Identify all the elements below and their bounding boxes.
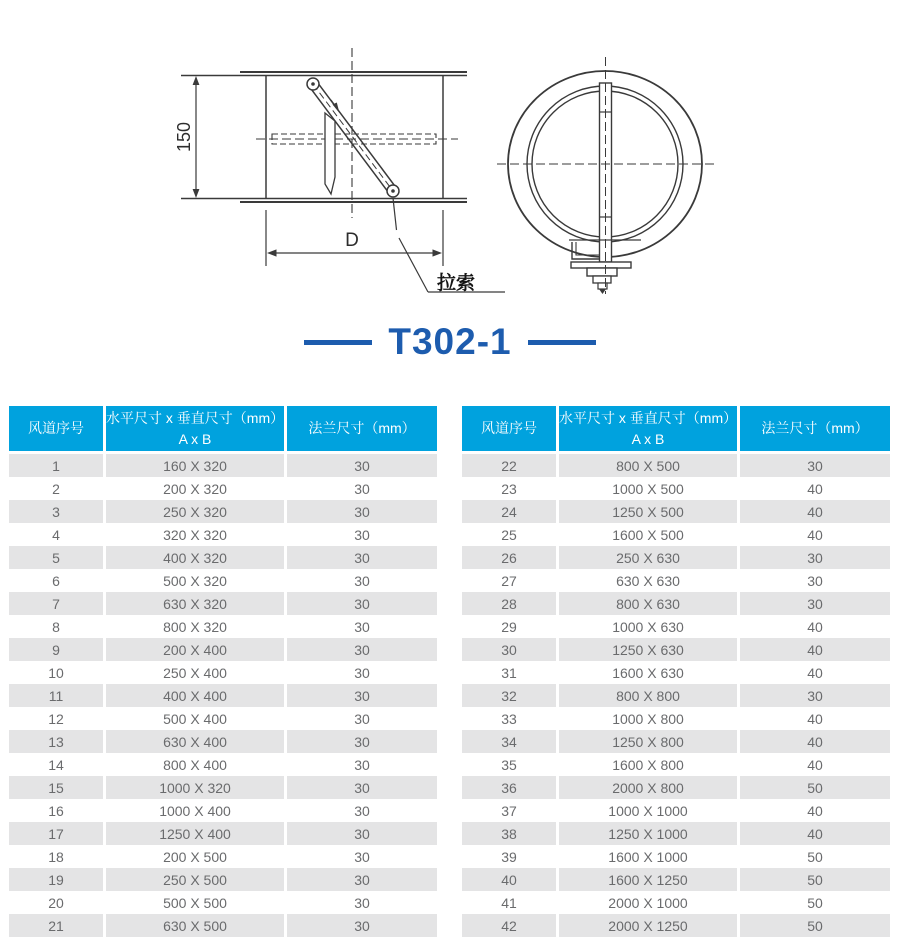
flange-size-cell: 50 — [807, 917, 823, 934]
duct-number-cell: 27 — [462, 569, 559, 592]
flange-size-cell: 30 — [354, 572, 370, 589]
dimensions-cell: 400 X 320 — [106, 546, 287, 569]
dimensions-cell: 320 X 320 — [106, 523, 287, 546]
duct-number-cell: 9 — [9, 638, 106, 661]
duct-number-cell: 12 — [9, 707, 106, 730]
flange-size-cell: 30 — [354, 457, 370, 474]
duct-number-cell: 5 — [9, 546, 106, 569]
flange-size-cell: 30 — [354, 641, 370, 658]
flange-size-cell: 30 — [807, 572, 823, 589]
duct-number-cell: 33 — [462, 707, 559, 730]
table-row — [462, 661, 890, 684]
duct-number-cell: 6 — [9, 569, 106, 592]
duct-number-cell: 8 — [9, 615, 106, 638]
table-row — [9, 868, 437, 891]
duct-number-cell: 11 — [9, 684, 106, 707]
duct-number-cell: 4 — [9, 523, 106, 546]
table-row — [462, 799, 890, 822]
header-duct-number: 风道序号 — [462, 406, 559, 451]
damper-blade — [325, 113, 335, 194]
dimensions-cell: 1000 X 630 — [559, 615, 740, 638]
dimensions-cell: 2000 X 1250 — [559, 914, 740, 937]
flange-size-cell: 30 — [354, 549, 370, 566]
flange-size-cell: 30 — [354, 871, 370, 888]
dimensions-cell: 630 X 500 — [106, 914, 287, 937]
duct-number-cell: 24 — [462, 500, 559, 523]
table-row — [462, 615, 890, 638]
header-dimensions-line2: A x B — [178, 430, 212, 447]
dimensions-cell: 2000 X 800 — [559, 776, 740, 799]
table-row — [462, 638, 890, 661]
table-row — [462, 569, 890, 592]
table-row — [462, 730, 890, 753]
table-row — [462, 523, 890, 546]
flange-size-cell: 50 — [807, 848, 823, 865]
dimensions-cell: 160 X 320 — [106, 454, 287, 477]
header-dimensions-line2: A x B — [631, 430, 665, 447]
flange-size-cell: 30 — [354, 503, 370, 520]
flange-size-cell: 30 — [354, 802, 370, 819]
duct-number-cell: 31 — [462, 661, 559, 684]
duct-number-cell: 40 — [462, 868, 559, 891]
flange-size-cell: 30 — [354, 894, 370, 911]
dimensions-cell: 250 X 500 — [106, 868, 287, 891]
table-row — [462, 477, 890, 500]
table-row — [462, 707, 890, 730]
flange-size-cell: 30 — [354, 618, 370, 635]
duct-number-cell: 39 — [462, 845, 559, 868]
technical-drawing — [0, 0, 900, 318]
dimensions-cell: 800 X 320 — [106, 615, 287, 638]
damper-drawing-svg — [0, 0, 900, 318]
spec-table-left — [9, 406, 437, 937]
table-row — [9, 523, 437, 546]
table-row — [9, 845, 437, 868]
duct-number-cell: 42 — [462, 914, 559, 937]
table-body — [9, 454, 437, 937]
flange-size-cell: 30 — [354, 848, 370, 865]
flange-size-cell: 30 — [807, 687, 823, 704]
dimensions-cell: 800 X 630 — [559, 592, 740, 615]
flange-size-cell: 40 — [807, 480, 823, 497]
duct-number-cell: 7 — [9, 592, 106, 615]
dimensions-cell: 400 X 400 — [106, 684, 287, 707]
table-row — [9, 822, 437, 845]
table-row — [9, 684, 437, 707]
duct-number-cell: 28 — [462, 592, 559, 615]
dimensions-cell: 1000 X 1000 — [559, 799, 740, 822]
dimensions-cell: 1600 X 800 — [559, 753, 740, 776]
flange-size-cell: 40 — [807, 664, 823, 681]
table-row — [462, 845, 890, 868]
dimensions-cell: 2000 X 1000 — [559, 891, 740, 914]
table-row — [9, 546, 437, 569]
header-flange-size: 法兰尺寸（mm） — [308, 420, 416, 436]
table-row — [9, 914, 437, 937]
dimensions-cell: 1000 X 320 — [106, 776, 287, 799]
flange-size-cell: 50 — [807, 894, 823, 911]
height-dim-label: 150 — [174, 121, 194, 153]
dimensions-cell: 800 X 500 — [559, 454, 740, 477]
flange-size-cell: 30 — [354, 756, 370, 773]
flange-size-cell: 40 — [807, 503, 823, 520]
dimensions-cell: 500 X 500 — [106, 891, 287, 914]
table-row — [9, 569, 437, 592]
dimensions-cell: 1250 X 400 — [106, 822, 287, 845]
table-row — [9, 730, 437, 753]
header-dimensions-line1: 水平尺寸 x 垂直尺寸（mm） — [106, 409, 285, 426]
dimensions-cell: 1000 X 800 — [559, 707, 740, 730]
table-row — [9, 707, 437, 730]
table-row — [9, 776, 437, 799]
dimensions-cell: 630 X 630 — [559, 569, 740, 592]
dimensions-cell: 630 X 400 — [106, 730, 287, 753]
table-row — [462, 592, 890, 615]
duct-number-cell: 25 — [462, 523, 559, 546]
dimensions-cell: 1250 X 1000 — [559, 822, 740, 845]
dimensions-cell: 1000 X 400 — [106, 799, 287, 822]
table-header — [9, 406, 437, 454]
flange-size-cell: 40 — [807, 733, 823, 750]
flange-size-cell: 30 — [807, 549, 823, 566]
cable-label: 拉索 — [437, 273, 476, 294]
flange-size-cell: 30 — [807, 457, 823, 474]
duct-number-cell: 22 — [462, 454, 559, 477]
table-row — [9, 500, 437, 523]
dimensions-cell: 200 X 320 — [106, 477, 287, 500]
table-row — [462, 868, 890, 891]
flange-size-cell: 40 — [807, 825, 823, 842]
table-row — [462, 684, 890, 707]
table-row — [462, 454, 890, 477]
flange-size-cell: 30 — [354, 733, 370, 750]
table-row — [462, 822, 890, 845]
duct-number-cell: 29 — [462, 615, 559, 638]
lever-rod — [307, 78, 399, 197]
duct-number-cell: 23 — [462, 477, 559, 500]
table-row — [9, 799, 437, 822]
dimensions-cell: 800 X 800 — [559, 684, 740, 707]
flange-size-cell: 30 — [354, 779, 370, 796]
table-row — [462, 753, 890, 776]
flange-size-cell: 30 — [354, 480, 370, 497]
table-header — [462, 406, 890, 454]
shaft-end-fitting — [571, 262, 631, 294]
table-row — [9, 454, 437, 477]
duct-number-cell: 1 — [9, 454, 106, 477]
dimensions-cell: 250 X 400 — [106, 661, 287, 684]
duct-number-cell: 16 — [9, 799, 106, 822]
duct-number-cell: 14 — [9, 753, 106, 776]
spec-table-right — [462, 406, 890, 937]
flange-size-cell: 40 — [807, 710, 823, 727]
dimensions-cell: 800 X 400 — [106, 753, 287, 776]
duct-number-cell: 19 — [9, 868, 106, 891]
header-flange-size: 法兰尺寸（mm） — [761, 420, 869, 436]
duct-number-cell: 41 — [462, 891, 559, 914]
table-row — [9, 615, 437, 638]
diameter-dim-label: D — [345, 230, 359, 251]
duct-number-cell: 20 — [9, 891, 106, 914]
table-row — [9, 891, 437, 914]
duct-number-cell: 21 — [9, 914, 106, 937]
flange-size-cell: 30 — [807, 595, 823, 612]
front-view-drawing — [497, 57, 717, 294]
dimensions-cell: 250 X 320 — [106, 500, 287, 523]
flange-size-cell: 40 — [807, 526, 823, 543]
table-row — [9, 638, 437, 661]
duct-number-cell: 18 — [9, 845, 106, 868]
table-body — [462, 454, 890, 937]
dimensions-cell: 1000 X 500 — [559, 477, 740, 500]
flange-size-cell: 30 — [354, 825, 370, 842]
table-row — [9, 592, 437, 615]
header-dimensions — [106, 406, 287, 451]
dimensions-cell: 200 X 500 — [106, 845, 287, 868]
flange-size-cell: 50 — [807, 871, 823, 888]
title-dash-right — [528, 340, 596, 345]
duct-number-cell: 17 — [9, 822, 106, 845]
duct-number-cell: 30 — [462, 638, 559, 661]
header-dimensions-line1: 水平尺寸 x 垂直尺寸（mm） — [559, 409, 738, 426]
flange-size-cell: 30 — [354, 917, 370, 934]
flange-size-cell: 40 — [807, 641, 823, 658]
title-dash-left — [304, 340, 372, 345]
header-dimensions — [559, 406, 740, 451]
table-row — [462, 546, 890, 569]
table-row — [9, 477, 437, 500]
duct-number-cell: 38 — [462, 822, 559, 845]
flange-size-cell: 40 — [807, 756, 823, 773]
dimensions-cell: 200 X 400 — [106, 638, 287, 661]
flange-size-cell: 40 — [807, 618, 823, 635]
model-code: T302-1 — [388, 321, 512, 362]
duct-number-cell: 35 — [462, 753, 559, 776]
duct-number-cell: 36 — [462, 776, 559, 799]
dimensions-cell: 1600 X 630 — [559, 661, 740, 684]
flange-size-cell: 40 — [807, 802, 823, 819]
duct-number-cell: 3 — [9, 500, 106, 523]
dimensions-cell: 1600 X 1000 — [559, 845, 740, 868]
table-row — [462, 891, 890, 914]
table-row — [462, 776, 890, 799]
dimensions-cell: 500 X 400 — [106, 707, 287, 730]
duct-number-cell: 2 — [9, 477, 106, 500]
dimensions-cell: 250 X 630 — [559, 546, 740, 569]
flange-size-cell: 30 — [354, 687, 370, 704]
duct-number-cell: 34 — [462, 730, 559, 753]
duct-number-cell: 32 — [462, 684, 559, 707]
flange-size-cell: 30 — [354, 710, 370, 727]
dimensions-cell: 1250 X 500 — [559, 500, 740, 523]
dimensions-cell: 630 X 320 — [106, 592, 287, 615]
header-duct-number: 风道序号 — [9, 406, 106, 451]
table-row — [462, 914, 890, 937]
duct-number-cell: 26 — [462, 546, 559, 569]
dimensions-cell: 500 X 320 — [106, 569, 287, 592]
duct-number-cell: 13 — [9, 730, 106, 753]
flange-size-cell: 50 — [807, 779, 823, 796]
dimensions-cell: 1250 X 800 — [559, 730, 740, 753]
duct-number-cell: 37 — [462, 799, 559, 822]
model-title-row — [0, 320, 900, 364]
flange-size-cell: 30 — [354, 595, 370, 612]
dimensions-cell: 1600 X 500 — [559, 523, 740, 546]
flange-size-cell: 30 — [354, 526, 370, 543]
table-row — [462, 500, 890, 523]
table-row — [9, 753, 437, 776]
spec-tables — [9, 406, 890, 937]
table-row — [9, 661, 437, 684]
side-view-drawing — [181, 48, 505, 292]
duct-number-cell: 15 — [9, 776, 106, 799]
dimensions-cell: 1600 X 1250 — [559, 868, 740, 891]
duct-number-cell: 10 — [9, 661, 106, 684]
dimensions-cell: 1250 X 630 — [559, 638, 740, 661]
flange-size-cell: 30 — [354, 664, 370, 681]
